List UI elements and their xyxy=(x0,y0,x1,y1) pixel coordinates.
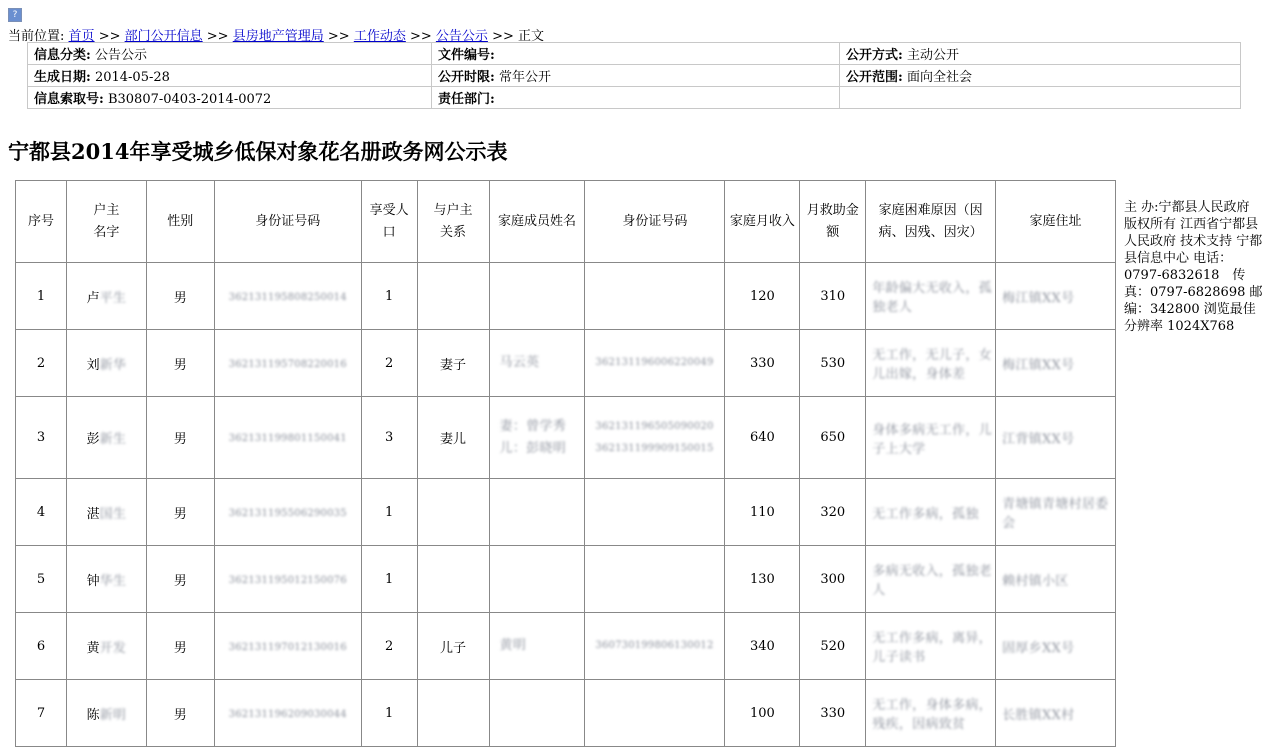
cell-address xyxy=(996,263,1116,330)
id-masked: 362131196209030044 xyxy=(228,708,347,720)
id-masked: 362131199801150041 xyxy=(228,433,347,444)
cell-reason xyxy=(866,680,996,747)
cell-address xyxy=(996,330,1116,397)
name-surname: 湛 xyxy=(86,506,100,522)
cell-id xyxy=(214,546,361,613)
breadcrumb-sep: >> xyxy=(409,29,432,44)
breadcrumb-prefix: 当前位置: xyxy=(8,29,65,44)
reason-masked: 无工作，身体多病，残疾，因病致贫 xyxy=(872,698,992,732)
address-masked: 固厚乡XX号 xyxy=(1002,640,1075,656)
breadcrumb-link-home[interactable]: 首页 xyxy=(68,29,95,44)
col-header-reason: 家庭困难原因（因病、因残、因灾） xyxy=(866,181,996,263)
cell-member-id xyxy=(585,263,725,330)
meta-label: 文件编号: xyxy=(438,48,495,63)
meta-row xyxy=(28,43,1241,65)
cell-member-id xyxy=(585,613,725,680)
cell-pop: 3 xyxy=(361,397,417,479)
cell-name xyxy=(66,479,146,546)
cell-member-id xyxy=(585,330,725,397)
cell-id xyxy=(214,680,361,747)
cell-pop: 2 xyxy=(361,613,417,680)
meta-row xyxy=(28,65,1241,87)
cell-aid: 300 xyxy=(800,546,866,613)
cell-income: 100 xyxy=(725,680,800,747)
cell-income: 110 xyxy=(725,479,800,546)
cell-aid: 520 xyxy=(800,613,866,680)
meta-value: 面向全社会 xyxy=(906,70,972,85)
member-id-line: 362131199909150015 xyxy=(595,442,714,454)
id-masked: 362131195012150076 xyxy=(228,574,347,586)
member-id-line: 360730199806130012 xyxy=(595,640,714,651)
cell-pop: 1 xyxy=(361,680,417,747)
page-title: 宁都县2014年享受城乡低保对象花名册政务网公示表 xyxy=(8,139,508,164)
cell-address xyxy=(996,613,1116,680)
meta-dept xyxy=(432,87,840,109)
roster-table xyxy=(15,180,1116,747)
meta-date xyxy=(28,65,432,87)
col-header-pop: 享受人口 xyxy=(361,181,417,263)
cell-id xyxy=(214,330,361,397)
cell-pop: 1 xyxy=(361,479,417,546)
meta-value: B30807-0403-2014-0072 xyxy=(107,92,272,107)
address-masked: 长胜镇XX村 xyxy=(1002,707,1075,723)
breadcrumb-link-dept-info[interactable]: 部门公开信息 xyxy=(124,29,203,44)
col-header-seq: 序号 xyxy=(16,181,67,263)
cell-relation: 妻子 xyxy=(417,330,489,397)
name-masked: 新华 xyxy=(99,357,127,373)
col-header-income: 家庭月收入 xyxy=(725,181,800,263)
cell-member-id xyxy=(585,397,725,479)
col-header-aid: 月救助金额 xyxy=(800,181,866,263)
cell-id xyxy=(214,479,361,546)
header-line: 关系 xyxy=(440,224,467,240)
cell-member-id xyxy=(585,546,725,613)
cell-gender: 男 xyxy=(146,546,214,613)
address-masked: 青塘镇青塘村居委会 xyxy=(1002,497,1109,531)
reason-masked: 无工作多病，离异，儿子读书 xyxy=(872,631,992,665)
name-surname: 钟 xyxy=(86,573,100,589)
cell-reason xyxy=(866,546,996,613)
cell-aid: 330 xyxy=(800,680,866,747)
cell-pop: 1 xyxy=(361,263,417,330)
cell-seq: 1 xyxy=(16,263,67,330)
meta-value: 公告公示 xyxy=(94,48,147,63)
cell-member xyxy=(489,680,585,747)
cell-relation xyxy=(417,546,489,613)
breadcrumb-sep: >> xyxy=(206,29,229,44)
cell-gender: 男 xyxy=(146,479,214,546)
cell-income: 130 xyxy=(725,546,800,613)
name-surname: 卢 xyxy=(86,290,100,306)
col-header-id: 身份证号码 xyxy=(214,181,361,263)
reason-masked: 年龄偏大无收入，孤独老人 xyxy=(872,281,992,315)
meta-category xyxy=(28,43,432,65)
col-header-member-id: 身份证号码 xyxy=(585,181,725,263)
meta-info-table xyxy=(27,42,1241,109)
meta-empty-cell xyxy=(840,87,1241,109)
member-line: 妻：曾学秀 xyxy=(499,418,567,434)
member-id-line: 362131196006220049 xyxy=(595,357,714,368)
col-header-gender: 性别 xyxy=(146,181,214,263)
address-masked: 梅江镇XX号 xyxy=(1002,290,1075,306)
cell-income: 340 xyxy=(725,613,800,680)
cell-reason xyxy=(866,330,996,397)
cell-address xyxy=(996,479,1116,546)
cell-reason xyxy=(866,263,996,330)
member-line: 马云英 xyxy=(499,355,540,370)
table-row xyxy=(16,546,1116,613)
breadcrumb-sep: >> xyxy=(492,29,514,44)
cell-name xyxy=(66,263,146,330)
cell-seq: 3 xyxy=(16,397,67,479)
cell-gender: 男 xyxy=(146,397,214,479)
breadcrumb-link-work-news[interactable]: 工作动态 xyxy=(353,29,406,44)
table-row xyxy=(16,397,1116,479)
cell-name xyxy=(66,613,146,680)
cell-address xyxy=(996,397,1116,479)
breadcrumb-current: 正文 xyxy=(518,29,545,44)
table-row xyxy=(16,330,1116,397)
cell-member xyxy=(489,263,585,330)
name-masked: 国生 xyxy=(99,506,127,522)
cell-member xyxy=(489,330,585,397)
name-surname: 陈 xyxy=(86,707,100,723)
col-header-relation xyxy=(417,181,489,263)
table-row xyxy=(16,680,1116,747)
cell-name xyxy=(66,546,146,613)
cell-relation xyxy=(417,680,489,747)
meta-period xyxy=(432,65,840,87)
meta-value: 2014-05-28 xyxy=(94,70,170,85)
cell-aid: 650 xyxy=(800,397,866,479)
cell-relation: 妻儿 xyxy=(417,397,489,479)
cell-aid: 310 xyxy=(800,263,866,330)
cell-pop: 2 xyxy=(361,330,417,397)
cell-gender: 男 xyxy=(146,330,214,397)
header-line: 名字 xyxy=(93,224,120,240)
meta-label: 公开方式: xyxy=(846,48,903,63)
cell-income: 330 xyxy=(725,330,800,397)
cell-reason xyxy=(866,613,996,680)
meta-method xyxy=(840,43,1241,65)
reason-masked: 多病无收入，孤独老人 xyxy=(872,564,992,598)
name-masked: 华生 xyxy=(99,573,127,589)
cell-member-id xyxy=(585,479,725,546)
reason-masked: 无工作，无儿子，女儿出嫁，身体差 xyxy=(872,348,992,382)
name-surname: 彭 xyxy=(86,432,100,447)
cell-member-id xyxy=(585,680,725,747)
name-masked: 新明 xyxy=(99,707,127,723)
cell-name xyxy=(66,397,146,479)
cell-pop: 1 xyxy=(361,546,417,613)
name-surname: 黄 xyxy=(86,640,100,656)
cell-member xyxy=(489,546,585,613)
id-masked: 362131197012130016 xyxy=(228,641,347,653)
header-line: 户主 xyxy=(93,202,120,218)
meta-doc-no xyxy=(432,43,840,65)
name-masked: 新生 xyxy=(99,432,127,447)
meta-label: 公开范围: xyxy=(846,70,903,85)
reason-masked: 身体多病无工作，儿子上大学 xyxy=(872,422,992,457)
meta-label: 生成日期: xyxy=(34,70,91,85)
cell-relation xyxy=(417,479,489,546)
cell-seq: 4 xyxy=(16,479,67,546)
cell-address xyxy=(996,680,1116,747)
table-row xyxy=(16,479,1116,546)
id-masked: 362131195506290035 xyxy=(228,507,347,519)
meta-label: 信息分类: xyxy=(34,48,91,63)
cell-aid: 530 xyxy=(800,330,866,397)
cell-relation xyxy=(417,263,489,330)
broken-image-icon: ? xyxy=(8,8,22,22)
cell-seq: 7 xyxy=(16,680,67,747)
col-header-address: 家庭住址 xyxy=(996,181,1116,263)
meta-label: 信息索取号: xyxy=(34,92,104,107)
cell-id xyxy=(214,263,361,330)
cell-address xyxy=(996,546,1116,613)
breadcrumb-link-notices[interactable]: 公告公示 xyxy=(435,29,488,44)
cell-id xyxy=(214,613,361,680)
id-masked: 362131195708220016 xyxy=(228,358,347,370)
cell-reason xyxy=(866,397,996,479)
table-row xyxy=(16,613,1116,680)
cell-name xyxy=(66,680,146,747)
name-masked: 平生 xyxy=(99,290,127,306)
name-masked: 开发 xyxy=(99,640,127,656)
col-header-name xyxy=(66,181,146,263)
member-line: 黄明 xyxy=(499,638,527,653)
breadcrumb-link-housing-bureau[interactable]: 县房地产管理局 xyxy=(232,29,324,44)
cell-name xyxy=(66,330,146,397)
cell-gender: 男 xyxy=(146,613,214,680)
cell-seq: 2 xyxy=(16,330,67,397)
table-row xyxy=(16,263,1116,330)
cell-aid: 320 xyxy=(800,479,866,546)
meta-scope xyxy=(840,65,1241,87)
address-masked: 江背镇XX号 xyxy=(1002,432,1075,447)
cell-id xyxy=(214,397,361,479)
breadcrumb-sep: >> xyxy=(327,29,350,44)
header-line: 与户主 xyxy=(433,202,473,218)
cell-gender: 男 xyxy=(146,680,214,747)
cell-relation: 儿子 xyxy=(417,613,489,680)
cell-income: 120 xyxy=(725,263,800,330)
address-masked: 赖村镇小区 xyxy=(1002,573,1069,589)
cell-seq: 6 xyxy=(16,613,67,680)
name-surname: 刘 xyxy=(86,357,100,373)
meta-value: 主动公开 xyxy=(906,48,959,63)
meta-label: 公开时限: xyxy=(438,70,495,85)
site-footer-info: 主 办:宁都县人民政府 版权所有 江西省宁都县人民政府 技术支持 宁都县信息中心 电话：0797-6832618 传真：0797-6828698 邮编：342800 浏览最佳分辨率 1024X768 xyxy=(1124,200,1263,334)
cell-income: 640 xyxy=(725,397,800,479)
cell-member xyxy=(489,479,585,546)
meta-index xyxy=(28,87,432,109)
reason-masked: 无工作多病，孤独 xyxy=(872,506,979,522)
col-header-member: 家庭成员姓名 xyxy=(489,181,585,263)
cell-gender: 男 xyxy=(146,263,214,330)
meta-value: 常年公开 xyxy=(498,70,551,85)
meta-label: 责任部门: xyxy=(438,92,495,107)
address-masked: 梅江镇XX号 xyxy=(1002,357,1075,373)
breadcrumb-sep: >> xyxy=(98,29,121,44)
cell-member xyxy=(489,613,585,680)
id-masked: 362131195808250014 xyxy=(228,291,347,303)
cell-member xyxy=(489,397,585,479)
cell-reason xyxy=(866,479,996,546)
meta-row xyxy=(28,87,1241,109)
member-id-line: 362131196505090020 xyxy=(595,420,714,432)
cell-seq: 5 xyxy=(16,546,67,613)
table-header-row xyxy=(16,181,1116,263)
member-line: 儿：彭晓明 xyxy=(499,440,567,456)
